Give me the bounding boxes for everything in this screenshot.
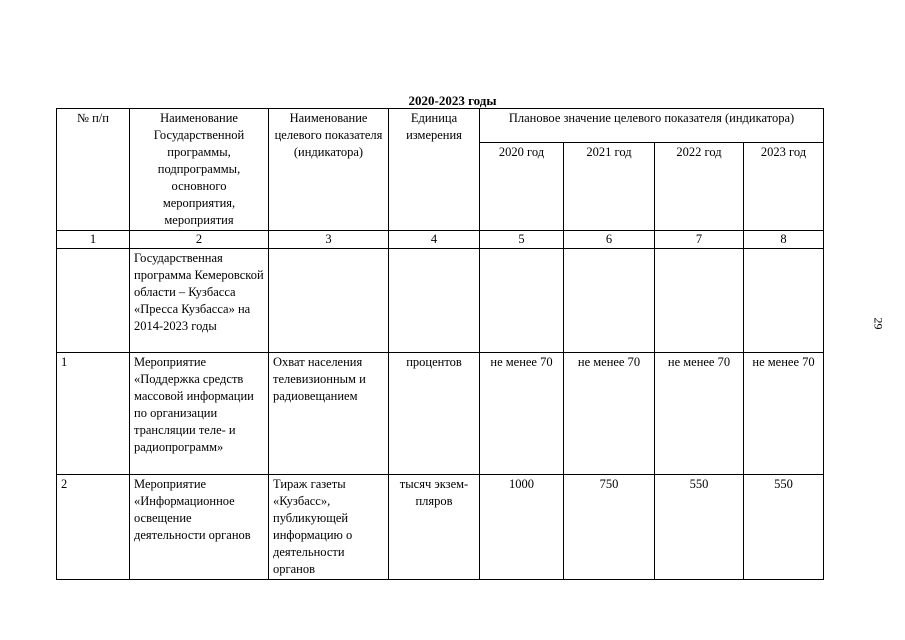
row-value-2020: 1000 <box>480 475 564 580</box>
column-number-row <box>57 231 824 249</box>
header-year-2023: 2023 год <box>744 143 824 231</box>
column-number: 3 <box>269 231 389 249</box>
page-number: 29 <box>871 317 886 330</box>
table-row <box>57 475 824 580</box>
column-number: 7 <box>655 231 744 249</box>
header-year-2020: 2020 год <box>480 143 564 231</box>
row-unit <box>389 249 480 353</box>
row-program: Государственная программа Кемеровской области – Кузбасса «Пресса Кузбасса» на 2014-2023 годы <box>130 249 269 353</box>
header-plan: Плановое значение целевого показателя (индикатора) <box>480 109 824 143</box>
row-indicator: Охват населения телевизионным и радиовещанием <box>269 353 389 475</box>
header-program: Наименование Государственной программы, подпрограммы, основного мероприятия, мероприятия <box>130 109 269 231</box>
row-indicator <box>269 249 389 353</box>
row-num: 1 <box>57 353 130 475</box>
column-number: 5 <box>480 231 564 249</box>
table-title: 2020-2023 годы <box>408 93 497 108</box>
row-value-2022: 550 <box>655 475 744 580</box>
header-year-2022: 2022 год <box>655 143 744 231</box>
row-value-2022: не менее 70 <box>655 353 744 475</box>
column-number: 8 <box>744 231 824 249</box>
row-unit: процентов <box>389 353 480 475</box>
column-number: 2 <box>130 231 269 249</box>
row-value-2021: не менее 70 <box>564 353 655 475</box>
row-num <box>57 249 130 353</box>
row-value-2020: не менее 70 <box>480 353 564 475</box>
header-num: № п/п <box>57 109 130 231</box>
table-row <box>57 353 824 475</box>
column-number: 4 <box>389 231 480 249</box>
indicator-table <box>56 108 824 580</box>
column-number: 6 <box>564 231 655 249</box>
column-number: 1 <box>57 231 130 249</box>
row-program: Мероприятие «Поддержка средств массовой информации по организации трансляции теле- и радиопрограмм» <box>130 353 269 475</box>
row-program: Мероприятие «Информационное освещение деятельности органов <box>130 475 269 580</box>
table-row <box>57 249 824 353</box>
row-indicator: Тираж газеты «Кузбасс», публикующей информацию о деятельности органов <box>269 475 389 580</box>
row-value-2023: 550 <box>744 475 824 580</box>
row-value-2023 <box>744 249 824 353</box>
header-year-2021: 2021 год <box>564 143 655 231</box>
row-value-2020 <box>480 249 564 353</box>
row-value-2021: 750 <box>564 475 655 580</box>
row-value-2021 <box>564 249 655 353</box>
row-num: 2 <box>57 475 130 580</box>
row-value-2022 <box>655 249 744 353</box>
row-value-2023: не менее 70 <box>744 353 824 475</box>
header-unit: Единица измерения <box>389 109 480 231</box>
header-indicator: Наименование целевого показателя (индикатора) <box>269 109 389 231</box>
row-unit: тысяч экзем-пляров <box>389 475 480 580</box>
